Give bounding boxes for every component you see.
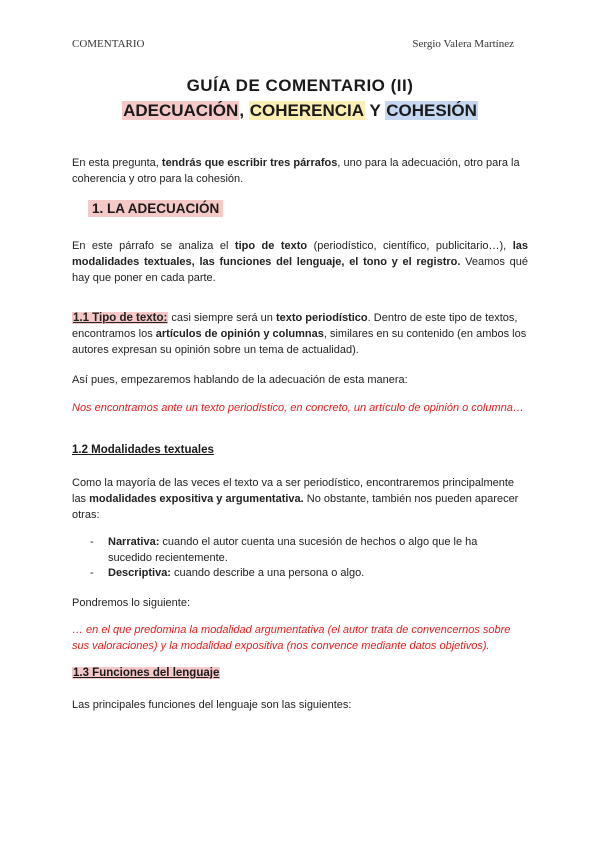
asi-pues-paragraph: Así pues, empezaremos hablando de la adecuación de esta manera:	[72, 374, 408, 386]
modalidades-heading: 1.2 Modalidades textuales	[72, 444, 214, 456]
adecuacion-text-e: Veamos qué hay que poner en cada parte.	[72, 256, 528, 284]
bullet-dash: -	[90, 567, 94, 579]
bullet-text: cuando describe a una persona o algo.	[170, 567, 365, 579]
modalidades-paragraph	[72, 475, 528, 523]
intro-text-c: , uno para la adecuación, otro para la coherencia y otro para la cohesión.	[72, 157, 520, 185]
adecuacion-text-a: En este párrafo se analiza el	[72, 240, 235, 252]
page-title: GUÍA DE COMENTARIO (II)	[186, 76, 414, 95]
modalidades-text-c: No obstante, también nos pueden aparecer otras:	[72, 493, 519, 521]
pondremos-paragraph: Pondremos lo siguiente:	[72, 597, 191, 609]
bullet-text: cuando el autor cuenta una sucesión de hechos o algo que le ha sucedido recientemente.	[108, 536, 478, 564]
header-author: Sergio Valera Martínez	[412, 38, 514, 50]
title-y: Y	[365, 101, 386, 120]
title-coherencia: COHERENCIA	[249, 101, 365, 120]
adecuacion-paragraph	[72, 238, 528, 286]
adecuacion-bold-d: las modalidades textuales, las funciones del lenguaje, el tono y el registro.	[72, 240, 528, 268]
tipo-paragraph	[72, 310, 528, 358]
tipo-text-c: . Dentro de este tipo de textos, encontramos los	[72, 312, 518, 340]
bullet-dash: -	[90, 536, 94, 548]
example-adecuacion: Nos encontramos ante un texto periodístico, en concreto, un artículo de opinión o columna…	[72, 402, 524, 414]
intro-text-a: En esta pregunta,	[72, 157, 162, 169]
intro-paragraph	[72, 155, 528, 187]
title-adecuacion: ADECUACIÓN	[123, 101, 239, 120]
intro-bold: tendrás que escribir tres párrafos	[161, 157, 338, 169]
tipo-text-a: casi siempre será un	[168, 312, 276, 324]
funciones-heading: 1.3 Funciones del lenguaje	[73, 667, 220, 679]
modalidades-bold: modalidades expositiva y argumentativa.	[89, 493, 304, 505]
adecuacion-bold-b: tipo de texto	[234, 240, 308, 252]
tipo-bold-b: texto periodístico	[275, 312, 368, 324]
tipo-text-e: , similares en su contenido (en ambos los autores expresan su opinión sobre un tema de actualidad).	[72, 328, 527, 356]
list-item	[90, 534, 510, 566]
funciones-paragraph: Las principales funciones del lenguaje son las siguientes:	[72, 699, 352, 711]
tipo-heading: 1.1 Tipo de texto:	[73, 312, 168, 324]
bullet-term: Narrativa:	[108, 536, 160, 548]
modalidades-text-a: Como la mayoría de las veces el texto va a ser periodístico, encontraremos principalmente las	[72, 477, 515, 505]
adecuacion-text-c: (periodístico, científico, publicitario…),	[307, 240, 513, 252]
list-item	[90, 565, 510, 581]
title-comma: ,	[239, 101, 249, 120]
section-heading-adecuacion: 1. LA ADECUACIÓN	[88, 200, 223, 217]
title-cohesion: COHESIÓN	[386, 101, 477, 120]
page-subtitle	[0, 101, 600, 121]
tipo-bold-d: artículos de opinión y columnas	[155, 328, 324, 340]
header-left: COMENTARIO	[72, 38, 145, 50]
bullet-term: Descriptiva:	[108, 567, 171, 579]
example-modalidades: … en el que predomina la modalidad argumentativa (el autor trata de convencernos sobre sus valoraciones) y la modalidad expositiva (nos convence mediante datos objetivos).	[72, 624, 511, 652]
